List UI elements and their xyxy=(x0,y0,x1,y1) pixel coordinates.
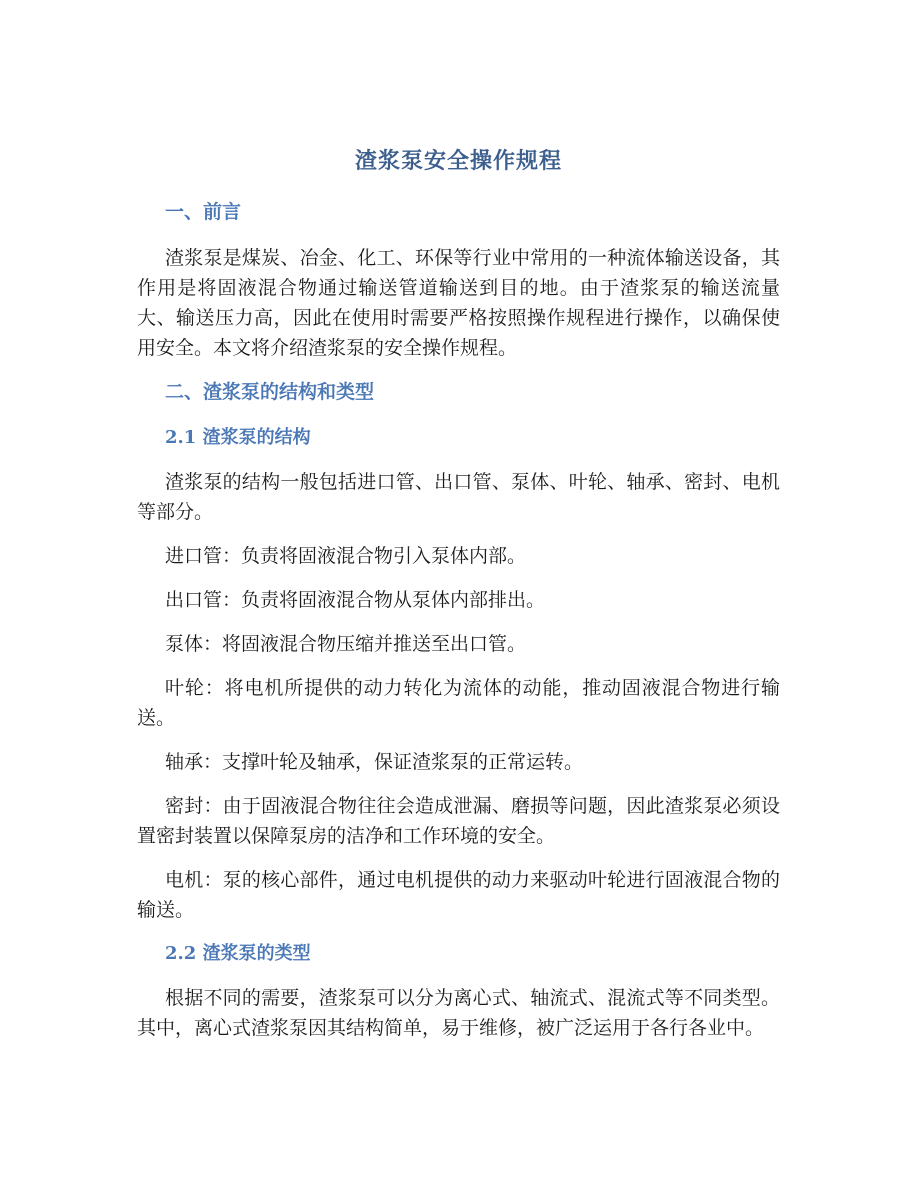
structure-item-inlet: 进口管：负责将固液混合物引入泵体内部。 xyxy=(165,545,527,567)
preface-paragraph: 渣浆泵是煤炭、冶金、化工、环保等行业中常用的一种流体输送设备，其作用是将固液混合物通过输送管道输送到目的地。由于渣浆泵的输送流量大、输送压力高，因此在使用时需要严格按照操作规程进行操作，以确保使用安全。本文将介绍渣浆泵的安全操作规程。 xyxy=(137,247,780,359)
section-heading-preface: 一、前言 xyxy=(165,201,242,223)
types-paragraph: 根据不同的需要，渣浆泵可以分为离心式、轴流式、混流式等不同类型。其中，离心式渣浆泵因其结构简单，易于维修，被广泛运用于各行各业中。 xyxy=(137,987,780,1039)
subsection-heading-structure: 2.1 渣浆泵的结构 xyxy=(165,427,311,448)
structure-item-pump-body: 泵体：将固液混合物压缩并推送至出口管。 xyxy=(165,633,527,655)
structure-item-bearing: 轴承：支撑叶轮及轴承，保证渣浆泵的正常运转。 xyxy=(165,751,584,773)
structure-item-motor: 电机：泵的核心部件，通过电机提供的动力来驱动叶轮进行固液混合物的输送。 xyxy=(137,869,780,921)
structure-intro-paragraph: 渣浆泵的结构一般包括进口管、出口管、泵体、叶轮、轴承、密封、电机等部分。 xyxy=(137,471,780,523)
structure-item-seal: 密封：由于固液混合物往往会造成泄漏、磨损等问题，因此渣浆泵必须设置密封装置以保障泵房的洁净和工作环境的安全。 xyxy=(137,795,780,847)
structure-item-impeller: 叶轮：将电机所提供的动力转化为流体的动能，推动固液混合物进行输送。 xyxy=(137,677,780,729)
section-heading-structure-types: 二、渣浆泵的结构和类型 xyxy=(165,381,375,403)
structure-item-outlet: 出口管：负责将固液混合物从泵体内部排出。 xyxy=(165,589,546,611)
document-title: 渣浆泵安全操作规程 xyxy=(354,148,562,174)
document-content xyxy=(137,144,780,1057)
subsection-heading-types: 2.2 渣浆泵的类型 xyxy=(165,943,311,964)
